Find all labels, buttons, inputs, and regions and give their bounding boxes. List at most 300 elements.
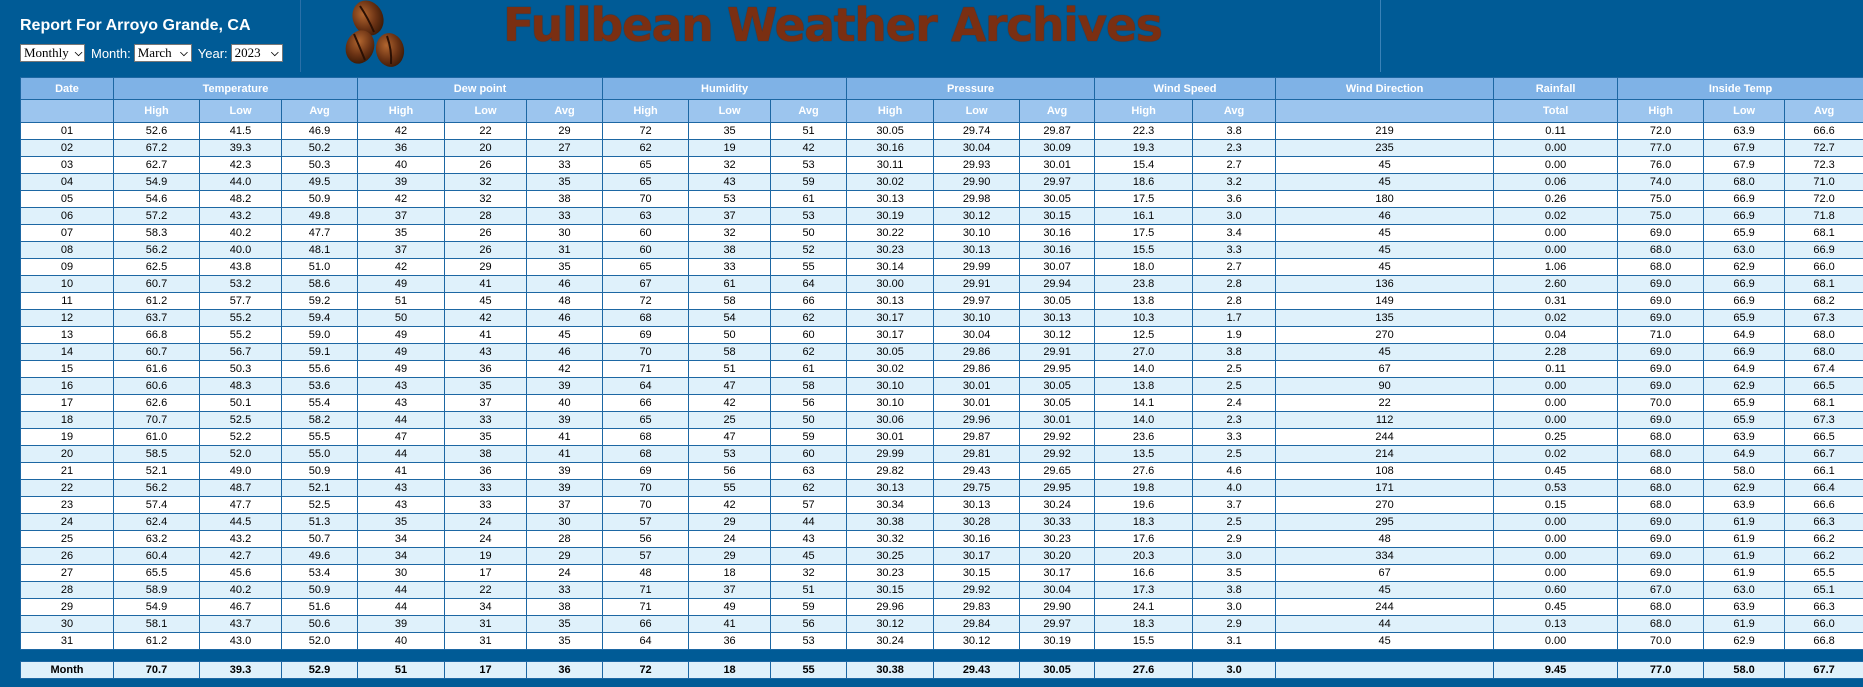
table-cell: 53.6 [282,378,358,395]
table-cell: 29.84 [934,616,1020,633]
table-cell: 29.96 [847,599,934,616]
table-cell: 69.0 [1618,344,1704,361]
table-cell: 66.5 [1785,429,1863,446]
sub-header-cell: High [847,100,934,123]
table-cell: 63.2 [114,531,200,548]
table-cell: 0.00 [1494,140,1618,157]
table-cell: 2.8 [1193,276,1276,293]
table-row [21,531,1863,548]
table-cell: 61.6 [114,361,200,378]
table-cell: 90 [1276,378,1494,395]
total-cell: 17 [445,662,527,679]
table-cell: 23.6 [1095,429,1193,446]
table-cell: 65.9 [1704,225,1785,242]
table-row [21,276,1863,293]
table-cell: 30.01 [934,378,1020,395]
table-cell: 61.9 [1704,565,1785,582]
table-cell: 71 [603,599,689,616]
table-cell: 30.10 [847,378,934,395]
table-cell: 43 [358,497,445,514]
table-cell: 68.0 [1704,174,1785,191]
total-cell: 30.38 [847,662,934,679]
table-cell: 26 [445,157,527,174]
table-cell: 67.3 [1785,412,1863,429]
table-cell: 52.0 [200,446,282,463]
table-cell: 0.00 [1494,242,1618,259]
table-cell: 30.11 [847,157,934,174]
date-cell: 23 [21,497,114,514]
table-cell: 4.6 [1193,463,1276,480]
table-cell: 30 [527,514,603,531]
table-row [21,565,1863,582]
date-cell: 06 [21,208,114,225]
table-row [21,157,1863,174]
table-cell: 62.9 [1704,633,1785,650]
table-cell: 57.2 [114,208,200,225]
table-row [21,616,1863,633]
sub-header-cell: High [1095,100,1193,123]
table-cell: 58.9 [114,582,200,599]
table-cell: 61 [771,191,847,208]
table-cell: 30.34 [847,497,934,514]
table-cell: 55.0 [282,446,358,463]
table-cell: 30.16 [1020,242,1095,259]
table-cell: 29.92 [1020,429,1095,446]
total-cell: 77.0 [1618,662,1704,679]
table-cell: 135 [1276,310,1494,327]
table-row [21,497,1863,514]
table-cell: 45 [771,548,847,565]
table-cell: 50.9 [282,191,358,208]
table-cell: 50.3 [200,361,282,378]
table-cell: 53 [771,157,847,174]
table-cell: 50.6 [282,616,358,633]
table-row [21,140,1863,157]
table-cell: 74.0 [1618,174,1704,191]
date-cell: 09 [21,259,114,276]
table-cell: 69.0 [1618,565,1704,582]
table-cell: 36 [689,633,771,650]
table-cell: 39.3 [200,140,282,157]
table-cell: 30.13 [847,480,934,497]
table-cell: 67.2 [114,140,200,157]
table-cell: 46.7 [200,599,282,616]
date-cell: 31 [21,633,114,650]
table-cell: 62.9 [1704,259,1785,276]
table-cell: 56.7 [200,344,282,361]
table-cell: 24.1 [1095,599,1193,616]
table-cell: 270 [1276,327,1494,344]
table-cell: 66 [603,395,689,412]
table-cell: 30.24 [1020,497,1095,514]
header-rainfall: Rainfall [1494,78,1618,100]
table-cell: 47 [689,429,771,446]
table-row [21,446,1863,463]
table-cell: 52.1 [114,463,200,480]
table-cell: 65.9 [1704,310,1785,327]
total-cell: 3.0 [1193,662,1276,679]
sub-header-cell: Low [689,100,771,123]
table-cell: 25 [689,412,771,429]
table-cell: 66.6 [1785,497,1863,514]
table-cell: 31 [527,242,603,259]
table-cell: 45 [1276,157,1494,174]
table-cell: 51 [771,582,847,599]
table-cell: 29.95 [1020,361,1095,378]
table-cell: 0.45 [1494,599,1618,616]
date-cell: 27 [21,565,114,582]
table-cell: 2.3 [1193,412,1276,429]
table-cell: 29.92 [934,582,1020,599]
table-cell: 29.99 [847,446,934,463]
table-cell: 38 [689,242,771,259]
total-cell: 27.6 [1095,662,1193,679]
table-row [21,242,1863,259]
table-cell: 35 [445,429,527,446]
table-cell: 64 [603,633,689,650]
table-cell: 51.6 [282,599,358,616]
table-cell: 30 [358,565,445,582]
table-cell: 20 [445,140,527,157]
table-cell: 49 [358,361,445,378]
total-cell: 67.7 [1785,662,1863,679]
table-cell: 43.2 [200,208,282,225]
table-cell: 66 [603,616,689,633]
date-cell: 05 [21,191,114,208]
table-cell: 62.7 [114,157,200,174]
table-cell: 29.74 [934,123,1020,140]
table-cell: 37 [358,242,445,259]
table-row [21,463,1863,480]
table-cell: 112 [1276,412,1494,429]
table-cell: 34 [445,599,527,616]
table-row [21,259,1863,276]
table-cell: 30.14 [847,259,934,276]
table-row [21,174,1863,191]
table-cell: 48.1 [282,242,358,259]
table-cell: 30.15 [847,582,934,599]
table-cell: 68.2 [1785,293,1863,310]
table-cell: 30.01 [847,429,934,446]
table-cell: 35 [527,616,603,633]
table-cell: 50.7 [282,531,358,548]
table-cell: 27 [527,140,603,157]
table-cell: 45 [527,327,603,344]
table-cell: 35 [358,225,445,242]
table-cell: 71 [603,582,689,599]
table-cell: 2.9 [1193,616,1276,633]
table-cell: 62.4 [114,514,200,531]
table-cell: 0.25 [1494,429,1618,446]
date-cell: 25 [21,531,114,548]
table-cell: 63.9 [1704,599,1785,616]
table-cell: 17.3 [1095,582,1193,599]
table-cell: 68.0 [1618,259,1704,276]
table-cell: 44 [358,446,445,463]
table-cell: 30.22 [847,225,934,242]
table-cell: 29 [527,123,603,140]
table-cell: 70 [603,191,689,208]
table-cell: 44 [771,514,847,531]
table-cell: 29.87 [934,429,1020,446]
table-cell: 2.5 [1193,361,1276,378]
table-cell: 29.87 [1020,123,1095,140]
period-select[interactable] [20,44,85,62]
table-row [21,310,1863,327]
table-cell: 63.0 [1704,242,1785,259]
date-cell: 18 [21,412,114,429]
table-cell: 22.3 [1095,123,1193,140]
table-cell: 44 [358,599,445,616]
table-cell: 26 [445,225,527,242]
table-cell: 37 [445,395,527,412]
table-cell: 52.1 [282,480,358,497]
table-cell: 0.02 [1494,446,1618,463]
table-cell: 44.5 [200,514,282,531]
table-cell: 24 [527,565,603,582]
table-cell: 27.0 [1095,344,1193,361]
table-cell: 219 [1276,123,1494,140]
table-cell: 1.9 [1193,327,1276,344]
table-cell: 30.23 [847,242,934,259]
table-cell: 36 [358,140,445,157]
date-cell: 11 [21,293,114,310]
total-cell: 58.0 [1704,662,1785,679]
table-cell: 68.0 [1618,616,1704,633]
table-cell: 42 [689,395,771,412]
table-cell: 15.5 [1095,242,1193,259]
table-cell: 58.0 [1704,463,1785,480]
brand-title: Fullbean Weather Archives [503,0,1162,52]
table-cell: 20.3 [1095,548,1193,565]
table-cell: 61.2 [114,293,200,310]
date-cell: 29 [21,599,114,616]
sub-header-cell: Total [1494,100,1618,123]
table-cell: 57 [771,497,847,514]
table-cell: 52.0 [282,633,358,650]
table-cell: 17.6 [1095,531,1193,548]
table-cell: 68.0 [1618,429,1704,446]
table-cell: 63.9 [1704,123,1785,140]
table-cell: 50 [771,412,847,429]
table-cell: 68.0 [1785,344,1863,361]
header-divider [300,0,301,72]
table-cell: 50.9 [282,582,358,599]
table-cell: 30.06 [847,412,934,429]
table-cell: 60.7 [114,344,200,361]
table-cell: 30.24 [847,633,934,650]
table-cell: 244 [1276,429,1494,446]
table-cell: 70.0 [1618,395,1704,412]
sub-header-cell: Low [934,100,1020,123]
table-cell: 66 [771,293,847,310]
table-cell: 30.15 [934,565,1020,582]
table-cell: 0.00 [1494,225,1618,242]
table-row [21,429,1863,446]
table-row [21,633,1863,650]
table-cell: 50 [689,327,771,344]
table-cell: 66.7 [1785,446,1863,463]
table-cell: 29.83 [934,599,1020,616]
date-cell: 22 [21,480,114,497]
table-cell: 41 [527,446,603,463]
table-cell: 72 [603,123,689,140]
table-cell: 19.8 [1095,480,1193,497]
table-cell: 66.6 [1785,123,1863,140]
table-cell: 15.5 [1095,633,1193,650]
table-cell: 60 [603,242,689,259]
header-pressure: Pressure [847,78,1095,100]
table-cell: 68.0 [1618,242,1704,259]
table-cell: 40.0 [200,242,282,259]
year-select-value: 2023 [234,45,261,60]
table-cell: 39 [358,616,445,633]
table-cell: 18.3 [1095,514,1193,531]
table-cell: 65.9 [1704,412,1785,429]
table-cell: 48 [603,565,689,582]
table-cell: 30.05 [847,344,934,361]
table-cell: 43 [689,174,771,191]
table-cell: 3.4 [1193,225,1276,242]
table-cell: 270 [1276,497,1494,514]
table-cell: 37 [689,582,771,599]
table-cell: 45 [1276,174,1494,191]
table-cell: 51 [771,123,847,140]
year-select[interactable] [231,44,283,62]
table-cell: 70 [603,497,689,514]
table-cell: 29.97 [934,293,1020,310]
table-cell: 57 [603,548,689,565]
table-cell: 26 [445,242,527,259]
table-cell: 49 [358,344,445,361]
table-cell: 39 [527,378,603,395]
table-cell: 29.95 [1020,480,1095,497]
table-cell: 69.0 [1618,310,1704,327]
table-cell: 43 [358,480,445,497]
table-cell: 66.9 [1704,293,1785,310]
table-cell: 37 [689,208,771,225]
table-cell: 64.9 [1704,361,1785,378]
table-cell: 51 [358,293,445,310]
table-cell: 29.97 [1020,174,1095,191]
sub-header-cell [21,100,114,123]
table-cell: 30.17 [1020,565,1095,582]
table-cell: 69.0 [1618,548,1704,565]
table-cell: 136 [1276,276,1494,293]
table-cell: 29.91 [1020,344,1095,361]
table-cell: 68.0 [1618,463,1704,480]
table-cell: 13.8 [1095,293,1193,310]
table-cell: 22 [445,582,527,599]
table-cell: 68.0 [1618,480,1704,497]
table-cell: 13.8 [1095,378,1193,395]
table-cell: 70.0 [1618,633,1704,650]
sub-header-cell: Avg [1785,100,1863,123]
table-cell: 30.17 [847,310,934,327]
date-cell: 19 [21,429,114,446]
table-cell: 12.5 [1095,327,1193,344]
table-cell: 30.05 [1020,293,1095,310]
total-label-cell: Month [21,662,114,679]
table-cell: 33 [527,208,603,225]
table-cell: 69.0 [1618,276,1704,293]
table-cell: 55 [689,480,771,497]
table-cell: 3.2 [1193,174,1276,191]
table-cell: 235 [1276,140,1494,157]
month-select[interactable] [134,44,192,62]
table-cell: 46 [527,310,603,327]
table-cell: 42 [527,361,603,378]
table-cell: 29 [689,548,771,565]
table-cell: 47.7 [282,225,358,242]
table-cell: 45 [1276,633,1494,650]
table-cell: 54.9 [114,174,200,191]
table-cell: 29.75 [934,480,1020,497]
total-cell: 70.7 [114,662,200,679]
table-cell: 30.23 [1020,531,1095,548]
date-cell: 07 [21,225,114,242]
table-cell: 39 [527,463,603,480]
table-row [21,123,1863,140]
table-cell: 29.86 [934,344,1020,361]
table-cell: 59 [771,599,847,616]
date-cell: 01 [21,123,114,140]
table-cell: 29.94 [1020,276,1095,293]
table-cell: 40 [527,395,603,412]
table-cell: 59 [771,174,847,191]
table-cell: 31 [445,616,527,633]
table-cell: 30.17 [847,327,934,344]
table-cell: 66.8 [1785,633,1863,650]
table-cell: 30.20 [1020,548,1095,565]
table-cell: 13.5 [1095,446,1193,463]
table-cell: 30.28 [934,514,1020,531]
table-cell: 68 [603,310,689,327]
table-cell: 2.4 [1193,395,1276,412]
table-cell: 67.9 [1704,140,1785,157]
table-cell: 65 [603,157,689,174]
table-cell: 30.09 [1020,140,1095,157]
table-cell: 30.25 [847,548,934,565]
table-cell: 68.1 [1785,276,1863,293]
chevron-down-icon: ⌵ [74,47,83,59]
table-cell: 30.12 [934,208,1020,225]
table-cell: 180 [1276,191,1494,208]
table-row [21,412,1863,429]
table-cell: 35 [527,174,603,191]
table-cell: 65.5 [1785,565,1863,582]
table-cell: 42 [771,140,847,157]
table-cell: 30.13 [934,497,1020,514]
table-cell: 58.3 [114,225,200,242]
table-cell: 61.9 [1704,531,1785,548]
table-cell: 43.2 [200,531,282,548]
table-cell: 0.00 [1494,633,1618,650]
table-cell: 62.6 [114,395,200,412]
table-cell: 62.5 [114,259,200,276]
sub-header-cell: High [358,100,445,123]
table-cell: 64 [603,378,689,395]
table-cell: 30.05 [1020,395,1095,412]
table-cell: 40.2 [200,225,282,242]
date-cell: 15 [21,361,114,378]
table-cell: 33 [445,412,527,429]
table-cell: 58.5 [114,446,200,463]
table-row [21,344,1863,361]
table-cell: 29 [445,259,527,276]
date-cell: 30 [21,616,114,633]
table-cell: 19.6 [1095,497,1193,514]
